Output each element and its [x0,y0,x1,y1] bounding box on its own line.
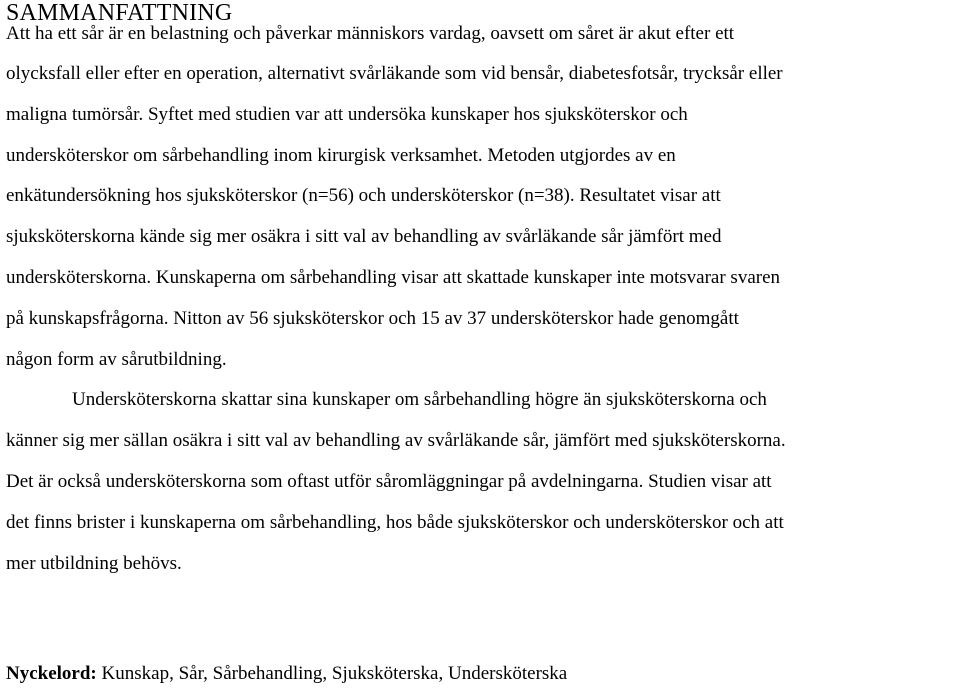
paragraph-line: undersköterskorna. Kunskaperna om sårbehandling visar att skattade kunskaper inte motsvarar svaren [6,266,781,288]
paragraph-line: Det är också undersköterskorna som oftast utför såromläggningar på avdelningarna. Studien visar att [6,470,772,492]
abstract-paragraph-2 [6,380,960,584]
paragraph-line: mer utbildning behövs. [6,552,182,574]
paragraph-line: Att ha ett sår är en belastning och påverkar människors vardag, oavsett om såret är akut efter ett [6,23,735,44]
paragraph-line: någon form av sårutbildning. [6,348,227,370]
keywords-text: Kunskap, Sår, Sårbehandling, Sjuksköterska, Undersköterska [96,663,568,684]
section-heading: SAMMANFATTNING [6,0,233,26]
keywords-line [6,660,567,688]
paragraph-line: det finns brister i kunskaperna om sårbehandling, hos både sjuksköterskor och undersköterskor och att [6,511,784,533]
paragraph-line: undersköterskor om sårbehandling inom kirurgisk verksamhet. Metoden utgjordes av en [6,144,676,166]
paragraph-line: på kunskapsfrågorna. Nitton av 56 sjuksköterskor och 15 av 37 undersköterskor hade genomgått [6,307,739,329]
document-page [6,0,960,684]
paragraph-line: enkätundersökning hos sjuksköterskor (n=56) och undersköterskor (n=38). Resultatet visar att [6,185,721,207]
paragraph-line: sjuksköterskorna kände sig mer osäkra i sitt val av behandling av svårläkande sår jämfört med [6,226,722,248]
paragraph-line: olycksfall eller efter en operation, alternativt svårläkande som vid bensår, diabetesfotsår, trycksår eller [6,63,783,84]
paragraph-line: känner sig mer sällan osäkra i sitt val av behandling av svårläkande sår, jämfört med sjuksköterskorna. [6,430,786,452]
abstract-paragraph-1 [6,20,960,380]
paragraph-line: maligna tumörsår. Syftet med studien var att undersöka kunskaper hos sjuksköterskor och [6,103,688,125]
paragraph-line: Undersköterskorna skattar sina kunskaper om sårbehandling högre än sjuksköterskorna och [72,389,767,411]
keywords-label: Nyckelord: [6,663,97,684]
